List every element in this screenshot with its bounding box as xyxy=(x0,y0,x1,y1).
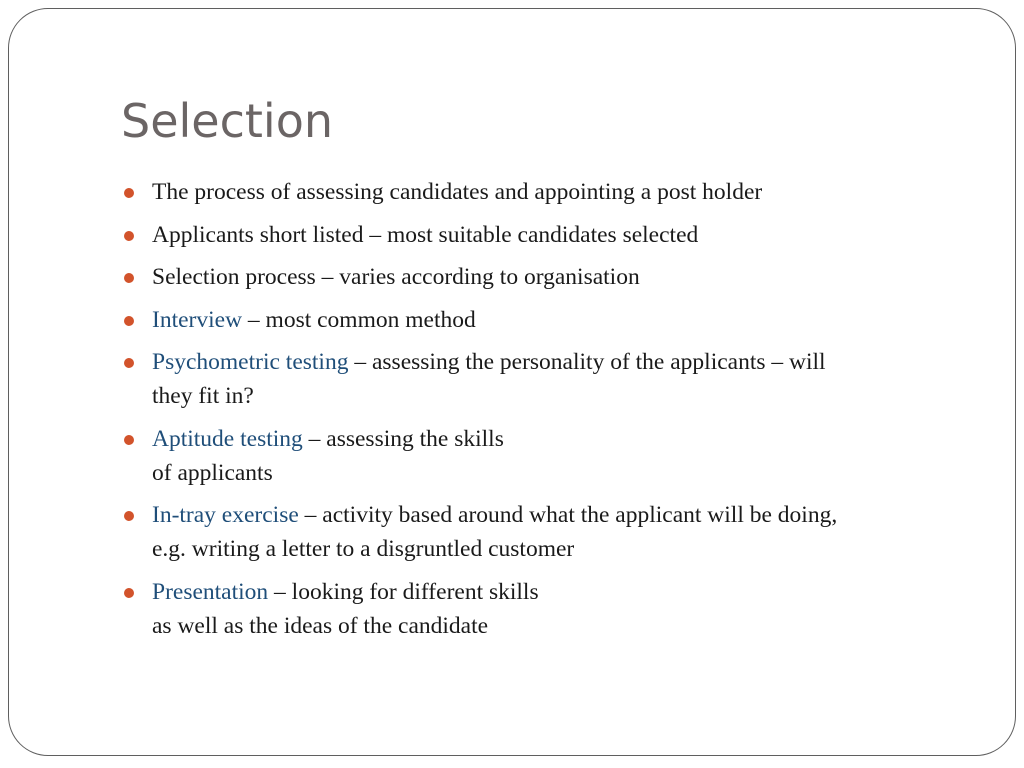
bullet-list xyxy=(152,175,992,651)
slide xyxy=(8,8,1016,756)
bullet-term: Presentation xyxy=(152,578,269,605)
bullet-item xyxy=(152,498,992,566)
bullet-text: looking for different skills xyxy=(291,578,539,605)
bullet-term: Psychometric testing xyxy=(152,349,349,375)
bullet-dot-icon xyxy=(124,231,134,241)
bullet-dot-icon xyxy=(124,316,134,326)
bullet-dot-icon xyxy=(124,511,134,521)
bullet-dot-icon xyxy=(124,273,134,283)
bullet-text-continued: they fit in? xyxy=(152,383,254,409)
bullet-text: assessing the skills xyxy=(326,425,504,452)
bullet-text: most common method xyxy=(265,306,476,333)
bullet-item xyxy=(152,303,992,337)
bullet-separator: – xyxy=(268,578,292,605)
bullet-text-continued: e.g. writing a letter to a disgruntled customer xyxy=(152,536,575,562)
bullet-item xyxy=(152,175,992,209)
bullet-item xyxy=(152,422,992,490)
bullet-separator: – xyxy=(348,349,372,375)
bullet-item xyxy=(152,345,992,413)
slide-title: Selection xyxy=(121,94,333,148)
bullet-dot-icon xyxy=(124,588,134,598)
bullet-text-continued: of applicants xyxy=(152,459,273,486)
bullet-separator: – xyxy=(298,502,323,528)
bullet-term: In-tray exercise xyxy=(152,502,299,528)
bullet-text: Applicants short listed – most suitable candidates selected xyxy=(152,221,699,248)
bullet-term: Interview xyxy=(152,306,243,333)
bullet-item xyxy=(152,218,992,252)
bullet-term: Aptitude testing xyxy=(152,425,303,452)
bullet-dot-icon xyxy=(124,435,134,445)
bullet-text: Selection process – varies according to organisation xyxy=(152,264,640,290)
bullet-text: assessing the personality of the applicants – will xyxy=(371,349,826,375)
bullet-dot-icon xyxy=(124,188,134,198)
bullet-item xyxy=(152,575,992,643)
bullet-item xyxy=(152,260,992,294)
bullet-dot-icon xyxy=(124,358,134,368)
bullet-text: activity based around what the applicant will be doing, xyxy=(322,502,838,528)
bullet-text-continued: as well as the ideas of the candidate xyxy=(152,612,489,639)
bullet-separator: – xyxy=(302,425,327,452)
bullet-separator: – xyxy=(242,306,266,333)
bullet-text: The process of assessing candidates and appointing a post holder xyxy=(152,179,763,205)
